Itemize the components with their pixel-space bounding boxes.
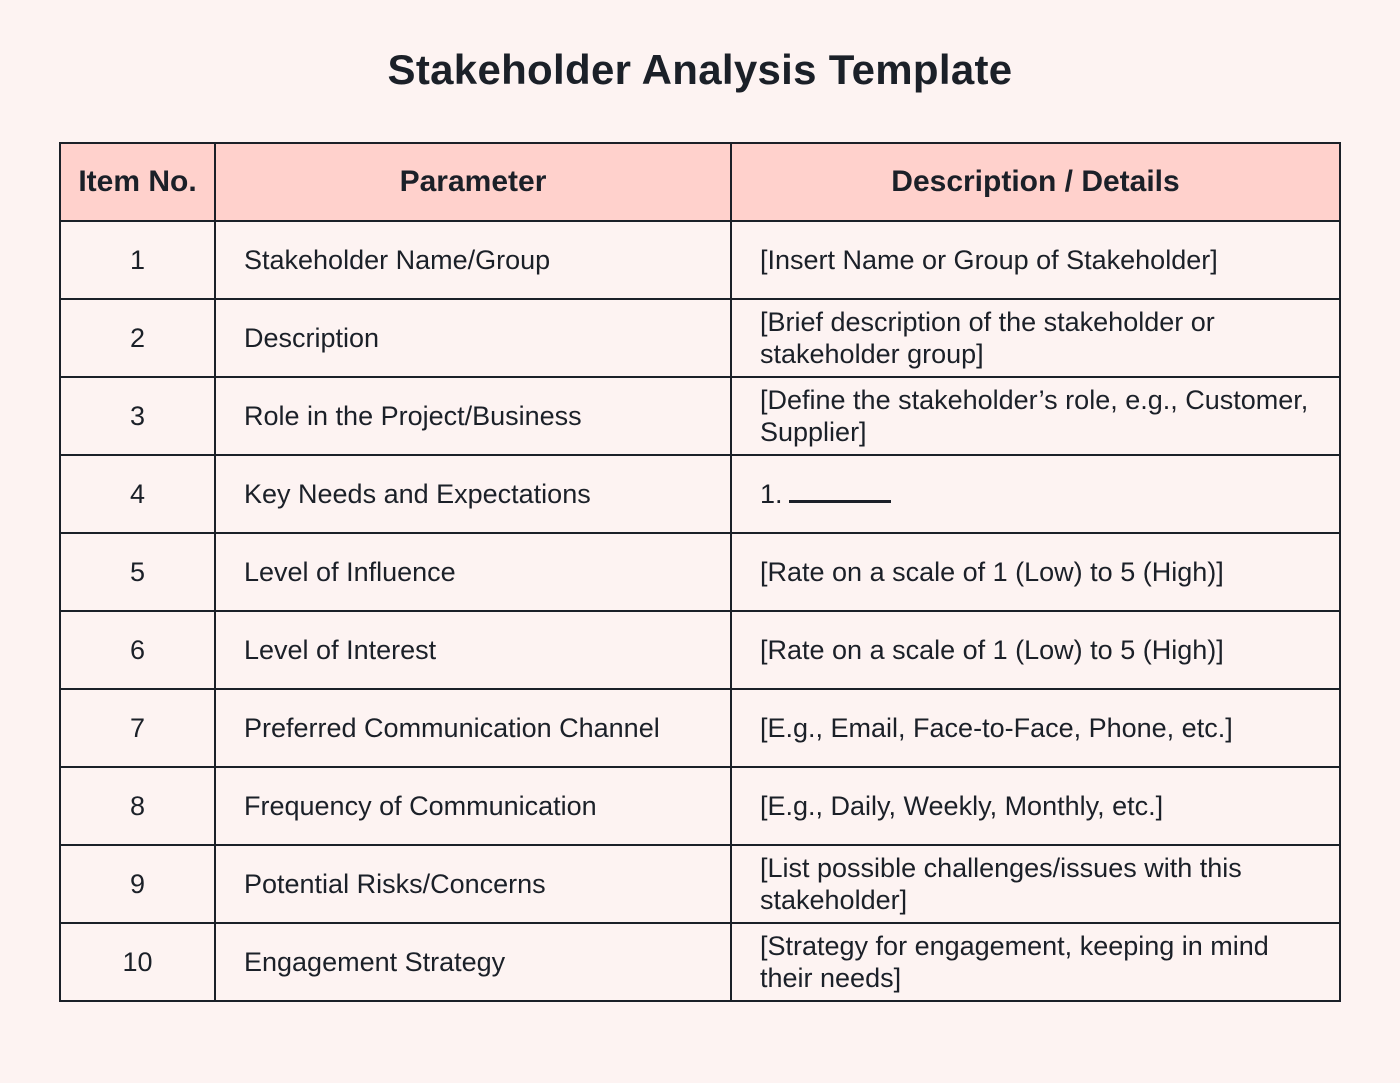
page-title: Stakeholder Analysis Template xyxy=(387,46,1013,93)
description-cell-text: [E.g., Email, Face-to-Face, Phone, etc.] xyxy=(760,713,1233,743)
parameter-cell-text: Level of Influence xyxy=(244,557,456,587)
item-number-text: 8 xyxy=(129,791,146,821)
item-number-text: 9 xyxy=(129,869,146,899)
description-cell-text: [Brief description of the stakeholder or stakeholder group] xyxy=(760,307,1215,369)
description-cell-text: [Define the stakeholder’s role, e.g., Customer, Supplier] xyxy=(760,385,1309,447)
description-cell-text: [Strategy for engagement, keeping in mind their needs] xyxy=(760,931,1269,993)
item-number-text: 6 xyxy=(129,635,146,665)
description-cell xyxy=(731,611,1340,689)
description-cell-text: 1. xyxy=(760,479,783,509)
table-row xyxy=(60,689,1340,767)
table-row xyxy=(60,377,1340,455)
table-row xyxy=(60,299,1340,377)
parameter-cell-text: Description xyxy=(244,323,380,353)
item-number xyxy=(60,845,215,923)
item-number-text: 2 xyxy=(129,323,146,353)
parameter-cell-text: Frequency of Communication xyxy=(244,791,597,821)
parameter-cell xyxy=(215,299,731,377)
parameter-cell xyxy=(215,923,731,1001)
header-item-no: Item No. xyxy=(60,143,215,221)
parameter-cell-text: Stakeholder Name/Group xyxy=(244,245,551,275)
description-cell-text: [Insert Name or Group of Stakeholder] xyxy=(760,245,1218,275)
table-row xyxy=(60,455,1340,533)
parameter-cell-text: Potential Risks/Concerns xyxy=(244,869,546,899)
stakeholder-table xyxy=(59,142,1341,1002)
description-cell xyxy=(731,377,1340,455)
parameter-cell xyxy=(215,689,731,767)
parameter-cell xyxy=(215,455,731,533)
description-cell-text: [E.g., Daily, Weekly, Monthly, etc.] xyxy=(760,791,1164,821)
description-cell xyxy=(731,299,1340,377)
parameter-cell xyxy=(215,221,731,299)
description-cell xyxy=(731,845,1340,923)
parameter-cell xyxy=(215,845,731,923)
parameter-cell xyxy=(215,533,731,611)
parameter-cell xyxy=(215,377,731,455)
table-row xyxy=(60,845,1340,923)
description-cell xyxy=(731,455,1340,533)
description-cell-text: [Rate on a scale of 1 (Low) to 5 (High)] xyxy=(760,635,1224,665)
description-cell xyxy=(731,923,1340,1001)
description-cell xyxy=(731,221,1340,299)
item-number-text: 10 xyxy=(122,947,153,977)
table-row xyxy=(60,611,1340,689)
item-number xyxy=(60,533,215,611)
table-row xyxy=(60,533,1340,611)
parameter-cell-text: Key Needs and Expectations xyxy=(244,479,591,509)
description-cell xyxy=(731,767,1340,845)
item-number xyxy=(60,377,215,455)
table-row xyxy=(60,767,1340,845)
description-cell xyxy=(731,533,1340,611)
item-number xyxy=(60,221,215,299)
item-number-text: 3 xyxy=(129,401,146,431)
parameter-cell xyxy=(215,767,731,845)
header-description: Description / Details xyxy=(731,143,1340,221)
description-cell xyxy=(731,689,1340,767)
item-number xyxy=(60,611,215,689)
parameter-cell xyxy=(215,611,731,689)
table-header-row xyxy=(60,143,1340,221)
header-parameter: Parameter xyxy=(215,143,731,221)
table-row xyxy=(60,923,1340,1001)
parameter-cell-text: Role in the Project/Business xyxy=(244,401,582,431)
item-number xyxy=(60,299,215,377)
description-cell-text: [List possible challenges/issues with this stakeholder] xyxy=(760,853,1242,915)
description-cell-text: [Rate on a scale of 1 (Low) to 5 (High)] xyxy=(760,557,1224,587)
parameter-cell-text: Level of Interest xyxy=(244,635,437,665)
item-number xyxy=(60,923,215,1001)
table-row xyxy=(60,221,1340,299)
item-number-text: 5 xyxy=(129,557,146,587)
parameter-cell-text: Preferred Communication Channel xyxy=(244,713,660,743)
item-number xyxy=(60,767,215,845)
blank-line xyxy=(789,478,891,503)
item-number-text: 7 xyxy=(129,713,146,743)
item-number-text: 4 xyxy=(129,479,146,509)
parameter-cell-text: Engagement Strategy xyxy=(244,947,506,977)
item-number xyxy=(60,689,215,767)
item-number xyxy=(60,455,215,533)
item-number-text: 1 xyxy=(129,245,146,275)
